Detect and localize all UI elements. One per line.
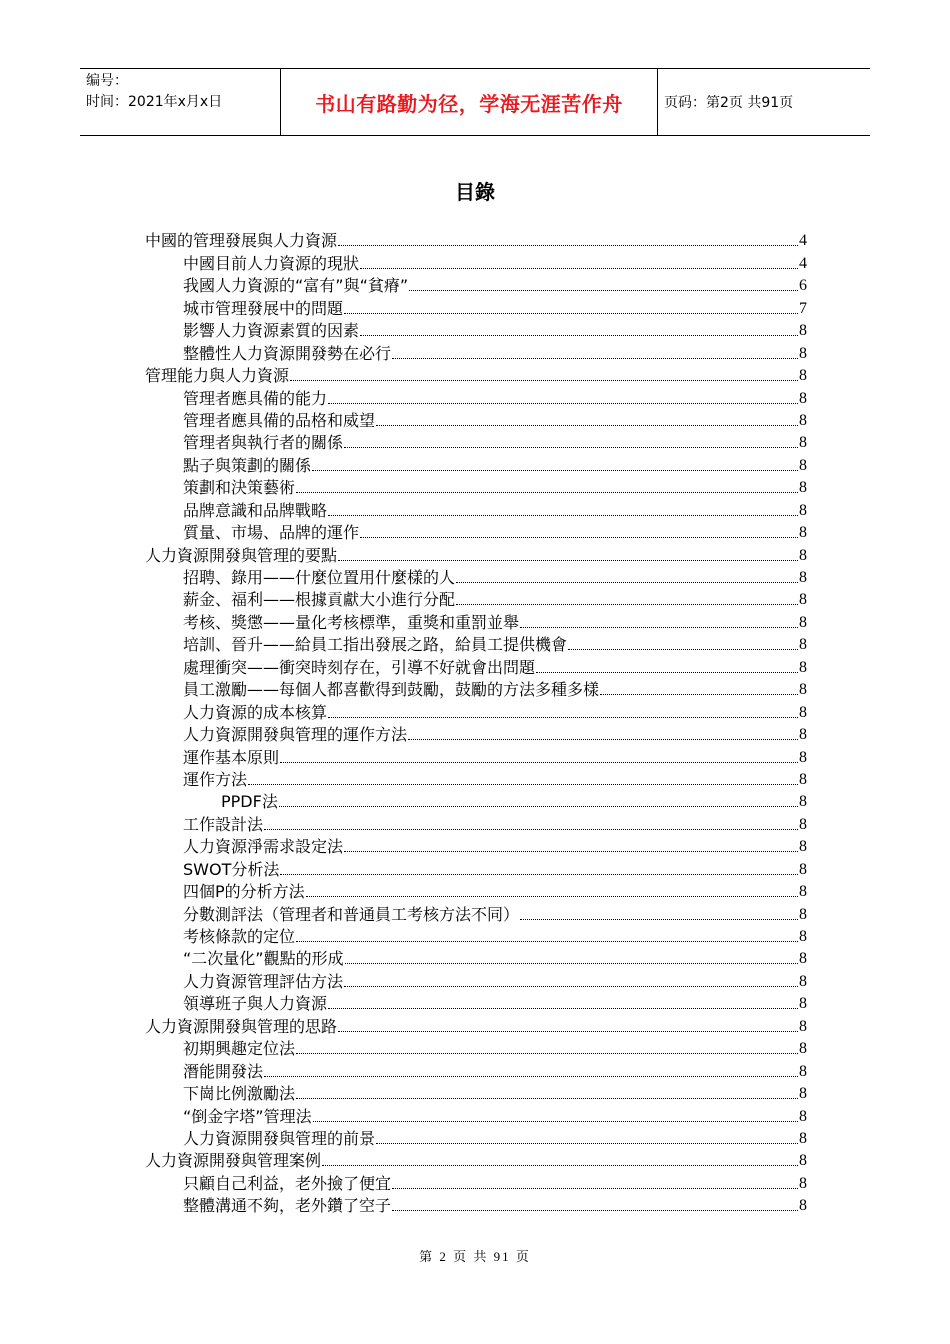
toc-entry-text: 整體溝通不夠，老外鑽了空子 — [183, 1196, 392, 1216]
toc-entry-page: 8 — [799, 1129, 807, 1147]
toc-entry[interactable] — [145, 678, 807, 700]
toc-entry[interactable] — [145, 790, 807, 812]
toc-entry-text: 影響人力資源素質的因素 — [183, 321, 360, 341]
toc-entry-text: 人力資源淨需求設定法 — [183, 837, 344, 857]
toc-leader-dots — [279, 805, 798, 807]
toc-entry-text: 人力資源開發與管理的前景 — [183, 1128, 376, 1148]
toc-leader-dots — [568, 648, 798, 650]
toc-entry-text: 人力資源開發與管理案例 — [145, 1151, 322, 1171]
toc-entry-page: 8 — [799, 1085, 807, 1103]
toc-leader-dots — [376, 1142, 798, 1144]
toc-leader-dots — [376, 424, 798, 426]
toc-entry-page: 8 — [799, 883, 807, 901]
toc-entry[interactable] — [145, 588, 807, 610]
toc-entry-text: 我國人力資源的“富有”與“貧瘠” — [183, 276, 409, 296]
toc-leader-dots — [409, 289, 798, 291]
toc-entry-page: 8 — [799, 1197, 807, 1215]
toc-entry[interactable] — [145, 453, 807, 475]
toc-leader-dots — [328, 514, 798, 516]
toc-entry-text: 點子與策劃的關係 — [183, 455, 312, 475]
toc-entry[interactable] — [145, 296, 807, 318]
toc-entry-text: 人力資源管理評估方法 — [183, 971, 344, 991]
toc-entry[interactable] — [145, 229, 807, 251]
toc-leader-dots — [338, 559, 798, 561]
toc-entry-text: 品牌意識和品牌戰略 — [183, 500, 328, 520]
toc-leader-dots — [290, 379, 798, 381]
toc-entry-page: 8 — [799, 770, 807, 788]
toc-entry-page: 8 — [799, 456, 807, 474]
toc-entry-page: 8 — [799, 524, 807, 542]
toc-leader-dots — [456, 603, 798, 605]
toc-entry[interactable] — [145, 1194, 807, 1216]
toc-entry[interactable] — [145, 1149, 807, 1171]
toc-leader-dots — [328, 402, 798, 404]
toc-entry-text: 運作基本原則 — [183, 747, 280, 767]
toc-entry[interactable] — [145, 969, 807, 991]
toc-leader-dots — [600, 693, 798, 695]
toc-entry-page: 8 — [799, 636, 807, 654]
toc-leader-dots — [313, 1120, 798, 1122]
toc-entry-page: 8 — [799, 411, 807, 429]
toc-entry-page: 8 — [799, 1107, 807, 1125]
toc-entry[interactable] — [145, 543, 807, 565]
toc-entry-text: “二次量化”觀點的形成 — [183, 949, 344, 969]
toc-entry-page: 8 — [799, 1152, 807, 1170]
header-page-info: 页码：第2页 共91页 — [664, 95, 794, 111]
toc-entry-text: 分數測評法（管理者和普通員工考核方法不同） — [183, 904, 520, 924]
toc-entry-text: 潛能開發法 — [183, 1061, 264, 1081]
toc-entry-page: 8 — [799, 928, 807, 945]
toc-leader-dots — [296, 491, 798, 493]
toc-leader-dots — [296, 1097, 798, 1099]
toc-entry-text: 整體性人力資源開發勢在必行 — [183, 343, 392, 363]
toc-entry-text: 管理能力與人力資源 — [145, 366, 290, 386]
toc-entry[interactable] — [145, 319, 807, 341]
toc-entry[interactable] — [145, 835, 807, 857]
header-meta — [80, 69, 280, 135]
toc-leader-dots — [280, 873, 798, 875]
toc-leader-dots — [248, 783, 798, 785]
toc-entry-text: 質量、市場、品牌的運作 — [183, 523, 360, 543]
toc-leader-dots — [536, 671, 798, 673]
toc-entry-page: 4 — [799, 254, 807, 272]
toc-entry-page: 8 — [799, 972, 807, 990]
toc-entry-text: SWOT分析法 — [183, 859, 280, 879]
toc-entry-page: 8 — [799, 703, 807, 721]
toc-entry-text: 人力資源開發與管理的運作方法 — [183, 725, 408, 745]
toc-leader-dots — [338, 1030, 798, 1032]
toc-entry[interactable] — [145, 633, 807, 655]
toc-entry[interactable] — [145, 768, 807, 790]
toc-entry[interactable] — [145, 341, 807, 363]
toc-entry-text: 只顧自己利益，老外撿了便宜 — [183, 1173, 392, 1193]
toc-entry[interactable] — [145, 274, 807, 296]
toc-entry-page: 8 — [799, 658, 807, 676]
toc-leader-dots — [360, 267, 798, 269]
toc-entry-text: 管理者與執行者的關係 — [183, 433, 344, 453]
toc-entry-text: 下崗比例激勵法 — [183, 1084, 296, 1104]
toc-entry[interactable] — [145, 251, 807, 273]
toc-entry[interactable] — [145, 1037, 807, 1059]
toc-leader-dots — [344, 312, 798, 314]
toc-entry-page: 8 — [799, 1040, 807, 1058]
toc-entry-text: 中國的管理發展與人力資源 — [145, 231, 338, 251]
page-footer: 第 2 页 共 91 页 — [419, 1249, 531, 1264]
toc-entry[interactable] — [145, 1014, 807, 1036]
toc-leader-dots — [306, 895, 798, 897]
toc-entry[interactable] — [145, 992, 807, 1014]
toc-entry-text: 員工激勵——每個人都喜歡得到鼓勵，鼓勵的方法多種多樣 — [183, 680, 600, 700]
toc-entry[interactable] — [145, 386, 807, 408]
toc-entry[interactable] — [145, 431, 807, 453]
toc-entry[interactable] — [145, 1171, 807, 1193]
toc-leader-dots — [520, 626, 798, 628]
toc-entry[interactable] — [145, 364, 807, 386]
toc-leader-dots — [328, 716, 798, 718]
toc-entry[interactable] — [145, 947, 807, 969]
toc-entry-text: 培訓、晉升——給員工指出發展之路，給員工提供機會 — [183, 635, 568, 655]
toc-leader-dots — [344, 985, 798, 987]
toc-leader-dots — [392, 1187, 798, 1189]
toc-entry[interactable] — [145, 476, 807, 498]
toc-leader-dots — [520, 918, 798, 920]
toc-entry-text: 人力資源的成本核算 — [183, 702, 328, 722]
toc-entry-page: 8 — [799, 322, 807, 340]
toc-entry-text: 城市管理發展中的問題 — [183, 298, 344, 318]
toc-entry[interactable] — [145, 745, 807, 767]
toc-leader-dots — [408, 738, 798, 740]
toc-leader-dots — [328, 1007, 798, 1009]
toc-entry[interactable] — [145, 655, 807, 677]
toc-entry-text: 人力資源開發與管理的要點 — [145, 545, 338, 565]
toc-leader-dots — [360, 536, 798, 538]
toc-entry[interactable] — [145, 1127, 807, 1149]
toc-entry-page: 8 — [799, 748, 807, 766]
toc-entry-text: 處理衝突——衝突時刻存在，引導不好就會出問題 — [183, 657, 536, 677]
toc-leader-dots — [280, 761, 798, 763]
toc-entry-text: “倒金字塔”管理法 — [183, 1106, 312, 1126]
toc-entry[interactable] — [145, 723, 807, 745]
toc-entry[interactable] — [145, 925, 807, 947]
toc-entry-page: 8 — [799, 367, 807, 385]
toc-leader-dots — [322, 1164, 798, 1166]
page-header — [80, 68, 870, 136]
toc-entry-page: 8 — [799, 838, 807, 856]
toc-leader-dots — [392, 1209, 798, 1211]
toc-entry-page: 8 — [799, 613, 807, 631]
toc-entry-text: 工作設計法 — [183, 814, 264, 834]
toc-entry-text: PPDF法 — [221, 792, 278, 812]
toc-entry-page: 8 — [799, 546, 807, 564]
header-page-info-cell — [656, 69, 870, 135]
toc-entry-page: 8 — [799, 995, 807, 1013]
toc-entry[interactable] — [145, 1082, 807, 1104]
table-of-contents — [145, 229, 807, 1216]
toc-entry[interactable] — [145, 610, 807, 632]
header-motto-cell — [280, 69, 658, 135]
toc-entry-text: 中國目前人力資源的現狀 — [183, 253, 360, 273]
toc-entry-page: 8 — [799, 501, 807, 519]
toc-leader-dots — [296, 1052, 798, 1054]
toc-entry-text: 管理者應具備的能力 — [183, 388, 328, 408]
toc-entry-page: 8 — [799, 726, 807, 744]
toc-entry[interactable] — [145, 498, 807, 520]
toc-entry-text: 招聘、錄用——什麼位置用什麼樣的人 — [183, 568, 456, 587]
toc-entry[interactable] — [145, 857, 807, 879]
toc-entry-text: 初期興趣定位法 — [183, 1039, 296, 1059]
toc-entry-text: 人力資源開發與管理的思路 — [145, 1016, 338, 1036]
toc-entry-page: 8 — [799, 1062, 807, 1080]
toc-entry-text: 運作方法 — [183, 769, 248, 789]
toc-entry-text: 薪金、福利——根據貢獻大小進行分配 — [183, 590, 456, 610]
toc-leader-dots — [344, 446, 798, 448]
document-number-label: 编号： — [86, 73, 128, 89]
toc-entry-page: 8 — [799, 950, 807, 968]
toc-entry-page: 8 — [799, 1174, 807, 1192]
toc-entry-page: 8 — [799, 1017, 807, 1035]
toc-leader-dots — [264, 1075, 798, 1077]
toc-entry-page: 8 — [799, 860, 807, 878]
toc-entry-page: 8 — [799, 434, 807, 452]
toc-entry-text: 策劃和決策藝術 — [183, 478, 296, 498]
toc-leader-dots — [264, 828, 798, 830]
toc-entry[interactable] — [145, 902, 807, 924]
toc-leader-dots — [392, 357, 798, 359]
toc-leader-dots — [338, 244, 798, 246]
document-time: 时间：2021年x月x日 — [86, 94, 223, 110]
toc-entry[interactable] — [145, 566, 807, 588]
toc-leader-dots — [312, 469, 798, 471]
toc-entry[interactable] — [145, 1059, 807, 1081]
toc-leader-dots — [344, 850, 798, 852]
toc-entry-page: 4 — [799, 232, 807, 250]
toc-title: 目錄 — [455, 180, 495, 204]
toc-entry-page: 8 — [799, 569, 807, 586]
toc-entry-page: 8 — [799, 591, 807, 609]
toc-entry-text: 管理者應具備的品格和威望 — [183, 410, 376, 430]
toc-entry-page: 8 — [799, 681, 807, 699]
toc-entry-text: 考核條款的定位 — [183, 927, 296, 946]
toc-leader-dots — [296, 940, 798, 942]
toc-entry-text: 四個P的分析方法 — [183, 882, 305, 902]
toc-entry[interactable] — [145, 880, 807, 902]
toc-entry[interactable] — [145, 521, 807, 543]
toc-leader-dots — [345, 962, 798, 964]
toc-entry[interactable] — [145, 409, 807, 431]
toc-entry-page: 8 — [799, 479, 807, 497]
toc-entry-text: 領導班子與人力資源 — [183, 994, 328, 1014]
toc-entry-page: 7 — [799, 299, 807, 317]
toc-entry-text: 考核、獎懲——量化考核標準，重獎和重罰並舉 — [183, 612, 520, 632]
header-motto: 书山有路勤为径，学海无涯苦作舟 — [315, 91, 623, 116]
toc-entry[interactable] — [145, 812, 807, 834]
toc-entry-page: 6 — [799, 277, 807, 295]
toc-leader-dots — [456, 581, 798, 583]
toc-entry-page: 8 — [799, 815, 807, 833]
toc-entry-page: 8 — [799, 905, 807, 923]
toc-entry-page: 8 — [799, 344, 807, 362]
toc-leader-dots — [360, 334, 798, 336]
toc-entry-page: 8 — [799, 793, 807, 811]
toc-entry-page: 8 — [799, 389, 807, 407]
toc-entry[interactable] — [145, 1104, 807, 1126]
toc-entry[interactable] — [145, 700, 807, 722]
